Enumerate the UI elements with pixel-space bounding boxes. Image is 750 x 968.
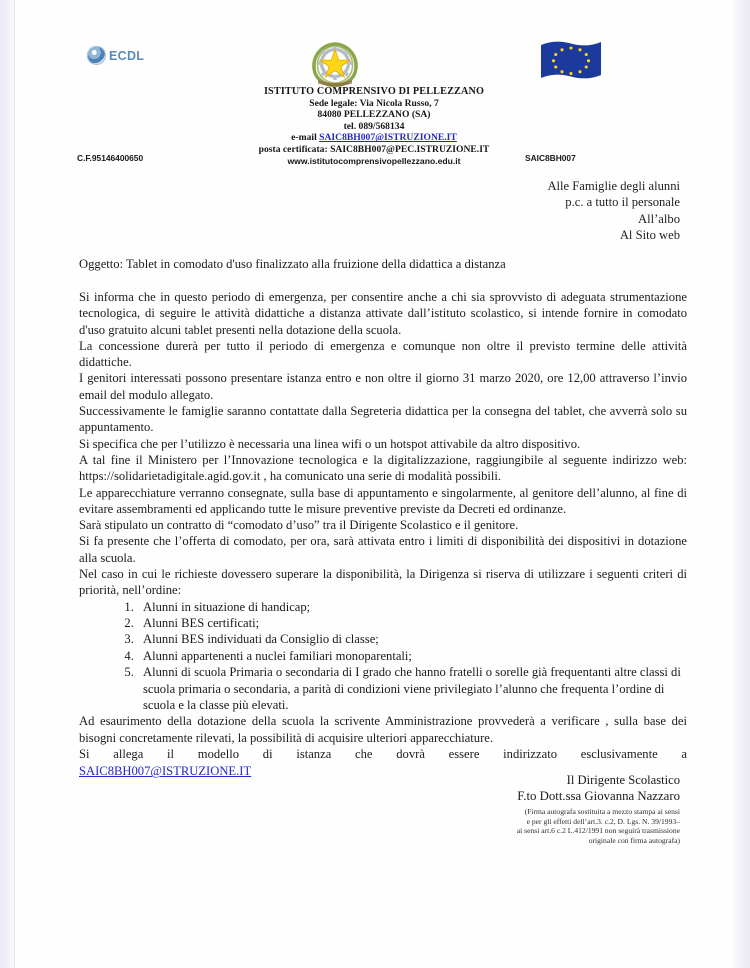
paragraph: Ad esaurimento della dotazione della scuola la scrivente Amministrazione provvederà a verificare , sulla base dei bisogni concretamente rilevati, la possibilità di acquisire ulteriori apparecchiature. <box>79 714 687 745</box>
paragraph: I genitori interessati possono presentare istanza entro e non oltre il giorno 31 marzo 2020, ore 12,00 attraverso l’invio email del modulo allegato. <box>79 371 687 402</box>
disclaimer-line: ai sensi art.6 c.2 L.412/1991 non seguirà trasmissione <box>516 826 680 836</box>
list-item: 2. Alunni BES certificati; <box>137 615 687 631</box>
paragraph: Si informa che in questo periodo di emergenza, per consentire anche a chi sia sprovvisto di adeguata strumentazione tecnologica, di seguire le attività didattiche a distanza attivate dall’istituto scolastico, si intende fornire in comodato d'uso gratuito alcuni tablet presenti nella dotazione della scuola. <box>79 290 687 337</box>
ecdl-logo-label: ECDL <box>109 48 145 63</box>
attachment-line: Si allega il modello di istanza che dovrà essere indirizzato esclusivamente a <box>79 747 687 762</box>
disclaimer-line: (Firma autografa sostituita a mezzo stampa ai sensi <box>524 807 680 816</box>
italian-republic-emblem-icon <box>307 36 363 90</box>
paragraph-with-ministry-url: A tal fine il Ministero per l’Innovazione tecnologica e la digitalizzazione, raggiungibile al seguente indirizzo web: https://solidarietadigitale.agid.gov.it , ha comunicato una serie di modalità possibili. <box>79 452 687 484</box>
disclaimer-line: originale con firma autografa) <box>588 835 680 845</box>
priority-criteria-list <box>79 599 687 714</box>
document-page <box>15 0 733 968</box>
addressee-line: Alle Famiglie degli alunni <box>547 179 680 193</box>
institute-address: Sede legale: Via Nicola Russo, 7 <box>309 97 439 109</box>
letterhead <box>15 0 733 166</box>
institute-phone: tel. 089/568134 <box>343 120 405 132</box>
institute-email-line <box>15 132 733 144</box>
paragraph: Successivamente le famiglie saranno contattate dalla Segreteria didattica per la consegna del tablet, che avverrà solo su appuntamento. <box>79 404 687 435</box>
signer-name: F.to Dott.ssa Giovanna Nazzaro <box>517 789 680 803</box>
disclaimer-line: e per gli effetti dell’art.3. c.2, D. Lgs. N. 39/1993– <box>526 816 680 826</box>
institute-website: www.istitutocomprensivopellezzano.edu.it <box>287 155 461 166</box>
list-item: 3. Alunni BES individuati da Consiglio di classe; <box>137 631 687 647</box>
subject-line: Oggetto: Tablet in comodato d'uso finalizzato alla fruizione della didattica a distanza <box>79 257 506 271</box>
institute-name: ISTITUTO COMPRENSIVO DI PELLEZZANO <box>263 86 485 97</box>
letter-body <box>79 256 687 780</box>
institute-pec: posta certificata: SAIC8BH007@PEC.ISTRUZIONE.IT <box>258 143 490 155</box>
scan-margin-left <box>0 0 14 968</box>
institute-email-link[interactable]: SAIC8BH007@ISTRUZIONE.IT <box>319 132 457 144</box>
attachment-email-link[interactable]: SAIC8BH007@ISTRUZIONE.IT <box>79 764 252 779</box>
european-union-flag-icon <box>538 38 604 85</box>
fiscal-code: C.F.95146400650 <box>77 153 144 163</box>
paragraph: Le apparecchiature verranno consegnate, sulla base di appuntamento e singolarmente, al genitore dell’alunno, al fine di evitare assembramenti ed applicando tutte le misure preventive previste da Decreti ed ordinanze. <box>79 485 687 516</box>
institute-email-prefix: e-mail <box>291 132 320 144</box>
paragraph: Si specifica che per l’utilizzo è necessaria una linea wifi o un hotspot attivabile da altro dispositivo. <box>79 436 581 451</box>
paragraph: Nel caso in cui le richieste dovessero superare la disponibilità, la Dirigenza si riserva di utilizzare i seguenti criteri di priorità, nell’ordine: <box>79 567 687 598</box>
ecdl-logo-icon <box>87 46 106 65</box>
paragraph: La concessione durerà per tutto il periodo di emergenza e comunque non oltre il previsto termine delle attività didattiche. <box>79 338 687 370</box>
addressee-line: Al Sito web <box>619 228 680 243</box>
signer-role: Il Dirigente Scolastico <box>566 773 680 787</box>
signature-block <box>350 772 680 845</box>
paragraph: Si fa presente che l’offerta di comodato, per ora, sarà attivata entro i limiti di disponibilità dei dispositivi in dotazione alla scuola. <box>79 534 687 565</box>
list-item: 4. Alunni appartenenti a nuclei familiari monoparentali; <box>137 648 687 664</box>
paragraph: Sarà stipulato un contratto di “comodato d’uso” tra il Dirigente Scolastico e il genitore. <box>79 518 519 533</box>
addressee-line: p.c. a tutto il personale <box>565 195 680 210</box>
list-item: 5. Alunni di scuola Primaria o secondaria di I grado che hanno fratelli o sorelle già frequentanti altre classi di scuola primaria o secondaria, a parità di condizioni viene privilegiato l’alunno che frequenta l’ordine di scuola e la classe più elevati. <box>137 664 687 713</box>
mechanographic-code: SAIC8BH007 <box>525 153 576 163</box>
addressee-block <box>380 178 680 244</box>
scan-margin-right <box>733 0 750 968</box>
ecdl-logo <box>87 46 144 65</box>
institute-city: 84080 PELLEZZANO (SA) <box>317 109 431 121</box>
list-item: 1. Alunni in situazione di handicap; <box>137 599 687 615</box>
addressee-line: All’albo <box>638 211 680 226</box>
signature-disclaimer <box>350 807 680 845</box>
